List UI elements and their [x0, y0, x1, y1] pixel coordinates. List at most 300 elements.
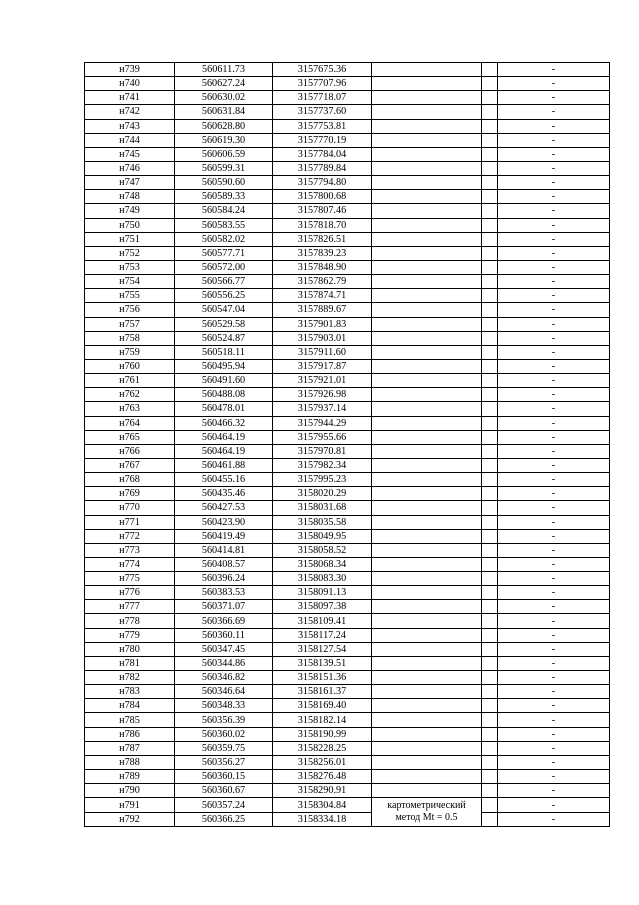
point-name-cell: н751: [85, 232, 175, 246]
y-coordinate-cell: 3157926.98: [273, 388, 372, 402]
empty-cell: [482, 770, 498, 784]
table-row: [85, 515, 610, 529]
empty-cell: [482, 501, 498, 515]
empty-cell: [482, 402, 498, 416]
x-coordinate-cell: 560466.32: [175, 416, 273, 430]
y-coordinate-cell: 3158151.36: [273, 671, 372, 685]
accuracy-cell: -: [498, 119, 610, 133]
x-coordinate-cell: 560414.81: [175, 543, 273, 557]
accuracy-cell: -: [498, 275, 610, 289]
empty-cell: [482, 614, 498, 628]
x-coordinate-cell: 560435.46: [175, 487, 273, 501]
point-name-cell: н762: [85, 388, 175, 402]
table-row: [85, 572, 610, 586]
table-row: [85, 656, 610, 670]
accuracy-cell: -: [498, 246, 610, 260]
point-name-cell: н782: [85, 671, 175, 685]
point-name-cell: н760: [85, 359, 175, 373]
empty-cell: [482, 557, 498, 571]
empty-cell: [482, 699, 498, 713]
accuracy-cell: -: [498, 331, 610, 345]
y-coordinate-cell: 3158228.25: [273, 741, 372, 755]
y-coordinate-cell: 3158049.95: [273, 529, 372, 543]
x-coordinate-cell: 560599.31: [175, 161, 273, 175]
accuracy-cell: -: [498, 430, 610, 444]
empty-cell: [482, 119, 498, 133]
method-cell: [372, 275, 482, 289]
point-name-cell: н784: [85, 699, 175, 713]
x-coordinate-cell: 560423.90: [175, 515, 273, 529]
method-cell: [372, 755, 482, 769]
table-row: [85, 303, 610, 317]
x-coordinate-cell: 560611.73: [175, 63, 273, 77]
y-coordinate-cell: 3157889.67: [273, 303, 372, 317]
accuracy-cell: -: [498, 176, 610, 190]
accuracy-cell: -: [498, 671, 610, 685]
table-row: [85, 642, 610, 656]
coordinates-table: [84, 62, 610, 827]
method-cell: [372, 119, 482, 133]
y-coordinate-cell: 3157800.68: [273, 190, 372, 204]
method-cell: [372, 628, 482, 642]
y-coordinate-cell: 3158190.99: [273, 727, 372, 741]
empty-cell: [482, 303, 498, 317]
x-coordinate-cell: 560359.75: [175, 741, 273, 755]
y-coordinate-cell: 3157937.14: [273, 402, 372, 416]
x-coordinate-cell: 560556.25: [175, 289, 273, 303]
accuracy-cell: -: [498, 628, 610, 642]
empty-cell: [482, 161, 498, 175]
point-name-cell: н770: [85, 501, 175, 515]
x-coordinate-cell: 560360.67: [175, 784, 273, 798]
table-row: [85, 63, 610, 77]
empty-cell: [482, 204, 498, 218]
point-name-cell: н789: [85, 770, 175, 784]
accuracy-cell: -: [498, 161, 610, 175]
empty-cell: [482, 473, 498, 487]
table-row: [85, 444, 610, 458]
point-name-cell: н771: [85, 515, 175, 529]
method-cell: [372, 204, 482, 218]
y-coordinate-cell: 3158169.40: [273, 699, 372, 713]
point-name-cell: н767: [85, 458, 175, 472]
x-coordinate-cell: 560547.04: [175, 303, 273, 317]
method-cell: [372, 501, 482, 515]
y-coordinate-cell: 3158276.48: [273, 770, 372, 784]
point-name-cell: н753: [85, 260, 175, 274]
y-coordinate-cell: 3157921.01: [273, 374, 372, 388]
accuracy-cell: -: [498, 473, 610, 487]
empty-cell: [482, 543, 498, 557]
method-cell: [372, 656, 482, 670]
accuracy-cell: -: [498, 359, 610, 373]
accuracy-cell: -: [498, 487, 610, 501]
table-row: [85, 628, 610, 642]
point-name-cell: н780: [85, 642, 175, 656]
empty-cell: [482, 91, 498, 105]
method-cell: [372, 458, 482, 472]
point-name-cell: н792: [85, 812, 175, 827]
y-coordinate-cell: 3158035.58: [273, 515, 372, 529]
table-row: [85, 232, 610, 246]
accuracy-cell: -: [498, 444, 610, 458]
method-accuracy: метод Mt = 0.5: [395, 812, 458, 824]
point-name-cell: н746: [85, 161, 175, 175]
method-cell: [372, 218, 482, 232]
method-cell: [372, 77, 482, 91]
x-coordinate-cell: 560488.08: [175, 388, 273, 402]
table-row: [85, 685, 610, 699]
x-coordinate-cell: 560589.33: [175, 190, 273, 204]
x-coordinate-cell: 560396.24: [175, 572, 273, 586]
accuracy-cell: -: [498, 416, 610, 430]
y-coordinate-cell: 3157807.46: [273, 204, 372, 218]
x-coordinate-cell: 560619.30: [175, 133, 273, 147]
method-cell: [372, 727, 482, 741]
y-coordinate-cell: 3157874.71: [273, 289, 372, 303]
method-cell: [372, 246, 482, 260]
y-coordinate-cell: 3157848.90: [273, 260, 372, 274]
method-cell: [372, 770, 482, 784]
empty-cell: [482, 359, 498, 373]
point-name-cell: н791: [85, 798, 175, 813]
empty-cell: [482, 798, 498, 813]
point-name-cell: н775: [85, 572, 175, 586]
y-coordinate-cell: 3157789.84: [273, 161, 372, 175]
y-coordinate-cell: 3158304.84: [273, 798, 372, 813]
method-cell: [372, 487, 482, 501]
point-name-cell: н779: [85, 628, 175, 642]
y-coordinate-cell: 3158256.01: [273, 755, 372, 769]
table-row: [85, 331, 610, 345]
method-cell: [372, 260, 482, 274]
y-coordinate-cell: 3157818.70: [273, 218, 372, 232]
empty-cell: [482, 77, 498, 91]
y-coordinate-cell: 3157901.83: [273, 317, 372, 331]
y-coordinate-cell: 3157826.51: [273, 232, 372, 246]
table-row: [85, 586, 610, 600]
point-name-cell: н785: [85, 713, 175, 727]
accuracy-cell: -: [498, 147, 610, 161]
accuracy-cell: -: [498, 105, 610, 119]
y-coordinate-cell: 3158083.30: [273, 572, 372, 586]
table-row: [85, 430, 610, 444]
method-cell: [372, 784, 482, 798]
x-coordinate-cell: 560628.80: [175, 119, 273, 133]
point-name-cell: н755: [85, 289, 175, 303]
point-name-cell: н759: [85, 345, 175, 359]
empty-cell: [482, 572, 498, 586]
point-name-cell: н740: [85, 77, 175, 91]
table-row: [85, 713, 610, 727]
method-cell: [372, 529, 482, 543]
table-row: [85, 727, 610, 741]
x-coordinate-cell: 560495.94: [175, 359, 273, 373]
x-coordinate-cell: 560360.15: [175, 770, 273, 784]
y-coordinate-cell: 3157675.36: [273, 63, 372, 77]
method-cell: [372, 741, 482, 755]
x-coordinate-cell: 560360.02: [175, 727, 273, 741]
accuracy-cell: -: [498, 345, 610, 359]
table-row: [85, 529, 610, 543]
x-coordinate-cell: 560383.53: [175, 586, 273, 600]
table-row: [85, 473, 610, 487]
point-name-cell: н766: [85, 444, 175, 458]
table-row: [85, 600, 610, 614]
point-name-cell: н745: [85, 147, 175, 161]
method-cell: [372, 402, 482, 416]
x-coordinate-cell: 560582.02: [175, 232, 273, 246]
table-row: [85, 218, 610, 232]
accuracy-cell: -: [498, 77, 610, 91]
empty-cell: [482, 430, 498, 444]
method-cell: [372, 91, 482, 105]
table-row: [85, 755, 610, 769]
empty-cell: [482, 529, 498, 543]
point-name-cell: н765: [85, 430, 175, 444]
x-coordinate-cell: 560346.64: [175, 685, 273, 699]
y-coordinate-cell: 3157707.96: [273, 77, 372, 91]
point-name-cell: н778: [85, 614, 175, 628]
y-coordinate-cell: 3157794.80: [273, 176, 372, 190]
point-name-cell: н761: [85, 374, 175, 388]
empty-cell: [482, 416, 498, 430]
accuracy-cell: -: [498, 812, 610, 827]
method-name: картометрический: [387, 800, 466, 812]
y-coordinate-cell: 3157862.79: [273, 275, 372, 289]
y-coordinate-cell: 3157753.81: [273, 119, 372, 133]
accuracy-cell: -: [498, 289, 610, 303]
empty-cell: [482, 317, 498, 331]
empty-cell: [482, 105, 498, 119]
table-row: [85, 784, 610, 798]
point-name-cell: н754: [85, 275, 175, 289]
accuracy-cell: -: [498, 190, 610, 204]
coordinates-table-body: [85, 63, 610, 827]
point-name-cell: н752: [85, 246, 175, 260]
coordinates-table-page: [84, 62, 603, 827]
empty-cell: [482, 232, 498, 246]
empty-cell: [482, 600, 498, 614]
empty-cell: [482, 487, 498, 501]
method-cell: [372, 161, 482, 175]
y-coordinate-cell: 3158117.24: [273, 628, 372, 642]
table-row: [85, 543, 610, 557]
accuracy-cell: -: [498, 572, 610, 586]
y-coordinate-cell: 3158182.14: [273, 713, 372, 727]
accuracy-cell: -: [498, 63, 610, 77]
accuracy-cell: -: [498, 727, 610, 741]
table-row: [85, 812, 610, 827]
accuracy-cell: -: [498, 374, 610, 388]
accuracy-cell: -: [498, 91, 610, 105]
empty-cell: [482, 218, 498, 232]
table-row: [85, 741, 610, 755]
method-cell: [372, 572, 482, 586]
method-cell: [372, 614, 482, 628]
x-coordinate-cell: 560566.77: [175, 275, 273, 289]
y-coordinate-cell: 3157944.29: [273, 416, 372, 430]
accuracy-cell: -: [498, 614, 610, 628]
table-row: [85, 416, 610, 430]
x-coordinate-cell: 560360.11: [175, 628, 273, 642]
y-coordinate-cell: 3157839.23: [273, 246, 372, 260]
method-cell: [372, 473, 482, 487]
empty-cell: [482, 289, 498, 303]
empty-cell: [482, 642, 498, 656]
accuracy-cell: -: [498, 501, 610, 515]
accuracy-cell: -: [498, 543, 610, 557]
empty-cell: [482, 444, 498, 458]
point-name-cell: н772: [85, 529, 175, 543]
x-coordinate-cell: 560347.45: [175, 642, 273, 656]
accuracy-cell: -: [498, 741, 610, 755]
point-name-cell: н790: [85, 784, 175, 798]
accuracy-cell: -: [498, 699, 610, 713]
table-row: [85, 671, 610, 685]
accuracy-cell: -: [498, 784, 610, 798]
method-cell: [372, 685, 482, 699]
point-name-cell: н741: [85, 91, 175, 105]
table-row: [85, 402, 610, 416]
accuracy-cell: -: [498, 218, 610, 232]
method-cell: [372, 105, 482, 119]
x-coordinate-cell: 560346.82: [175, 671, 273, 685]
y-coordinate-cell: 3158290.91: [273, 784, 372, 798]
x-coordinate-cell: 560584.24: [175, 204, 273, 218]
x-coordinate-cell: 560464.19: [175, 444, 273, 458]
y-coordinate-cell: 3157718.07: [273, 91, 372, 105]
empty-cell: [482, 713, 498, 727]
x-coordinate-cell: 560464.19: [175, 430, 273, 444]
empty-cell: [482, 246, 498, 260]
empty-cell: [482, 671, 498, 685]
method-cell: [372, 359, 482, 373]
method-cell: [372, 63, 482, 77]
x-coordinate-cell: 560366.69: [175, 614, 273, 628]
empty-cell: [482, 176, 498, 190]
x-coordinate-cell: 560524.87: [175, 331, 273, 345]
method-cell: [372, 317, 482, 331]
table-row: [85, 190, 610, 204]
y-coordinate-cell: 3158068.34: [273, 557, 372, 571]
accuracy-cell: -: [498, 713, 610, 727]
accuracy-cell: -: [498, 402, 610, 416]
accuracy-cell: -: [498, 770, 610, 784]
point-name-cell: н769: [85, 487, 175, 501]
y-coordinate-cell: 3157955.66: [273, 430, 372, 444]
method-cell: [372, 430, 482, 444]
point-name-cell: н758: [85, 331, 175, 345]
empty-cell: [482, 147, 498, 161]
empty-cell: [482, 628, 498, 642]
point-name-cell: н739: [85, 63, 175, 77]
accuracy-cell: -: [498, 303, 610, 317]
y-coordinate-cell: 3157911.60: [273, 345, 372, 359]
table-row: [85, 176, 610, 190]
method-cell: [372, 444, 482, 458]
x-coordinate-cell: 560572.00: [175, 260, 273, 274]
method-cell: [372, 699, 482, 713]
x-coordinate-cell: 560455.16: [175, 473, 273, 487]
y-coordinate-cell: 3158334.18: [273, 812, 372, 827]
table-row: [85, 798, 610, 813]
table-row: [85, 359, 610, 373]
accuracy-cell: -: [498, 232, 610, 246]
point-name-cell: н743: [85, 119, 175, 133]
table-row: [85, 557, 610, 571]
x-coordinate-cell: 560518.11: [175, 345, 273, 359]
table-row: [85, 487, 610, 501]
empty-cell: [482, 515, 498, 529]
accuracy-cell: -: [498, 260, 610, 274]
point-name-cell: н773: [85, 543, 175, 557]
empty-cell: [482, 586, 498, 600]
x-coordinate-cell: 560606.59: [175, 147, 273, 161]
point-name-cell: н776: [85, 586, 175, 600]
empty-cell: [482, 63, 498, 77]
x-coordinate-cell: 560577.71: [175, 246, 273, 260]
accuracy-cell: -: [498, 755, 610, 769]
y-coordinate-cell: 3157737.60: [273, 105, 372, 119]
empty-cell: [482, 331, 498, 345]
x-coordinate-cell: 560583.55: [175, 218, 273, 232]
y-coordinate-cell: 3158031.68: [273, 501, 372, 515]
y-coordinate-cell: 3157784.04: [273, 147, 372, 161]
point-name-cell: н777: [85, 600, 175, 614]
table-row: [85, 501, 610, 515]
accuracy-cell: -: [498, 133, 610, 147]
method-cell: [372, 133, 482, 147]
x-coordinate-cell: 560344.86: [175, 656, 273, 670]
y-coordinate-cell: 3158127.54: [273, 642, 372, 656]
method-cell: [372, 557, 482, 571]
y-coordinate-cell: 3157917.87: [273, 359, 372, 373]
method-cell: [372, 798, 482, 827]
y-coordinate-cell: 3158058.52: [273, 543, 372, 557]
empty-cell: [482, 755, 498, 769]
method-cell: [372, 147, 482, 161]
accuracy-cell: -: [498, 642, 610, 656]
method-cell: [372, 331, 482, 345]
empty-cell: [482, 656, 498, 670]
method-cell: [372, 388, 482, 402]
x-coordinate-cell: 560590.60: [175, 176, 273, 190]
table-row: [85, 374, 610, 388]
empty-cell: [482, 685, 498, 699]
table-row: [85, 91, 610, 105]
y-coordinate-cell: 3157982.34: [273, 458, 372, 472]
empty-cell: [482, 345, 498, 359]
method-cell: [372, 713, 482, 727]
y-coordinate-cell: 3157770.19: [273, 133, 372, 147]
method-cell: [372, 416, 482, 430]
x-coordinate-cell: 560371.07: [175, 600, 273, 614]
table-row: [85, 770, 610, 784]
x-coordinate-cell: 560427.53: [175, 501, 273, 515]
table-row: [85, 345, 610, 359]
x-coordinate-cell: 560627.24: [175, 77, 273, 91]
point-name-cell: н750: [85, 218, 175, 232]
x-coordinate-cell: 560419.49: [175, 529, 273, 543]
accuracy-cell: -: [498, 458, 610, 472]
x-coordinate-cell: 560348.33: [175, 699, 273, 713]
point-name-cell: н781: [85, 656, 175, 670]
x-coordinate-cell: 560478.01: [175, 402, 273, 416]
accuracy-cell: -: [498, 317, 610, 331]
point-name-cell: н787: [85, 741, 175, 755]
table-row: [85, 458, 610, 472]
